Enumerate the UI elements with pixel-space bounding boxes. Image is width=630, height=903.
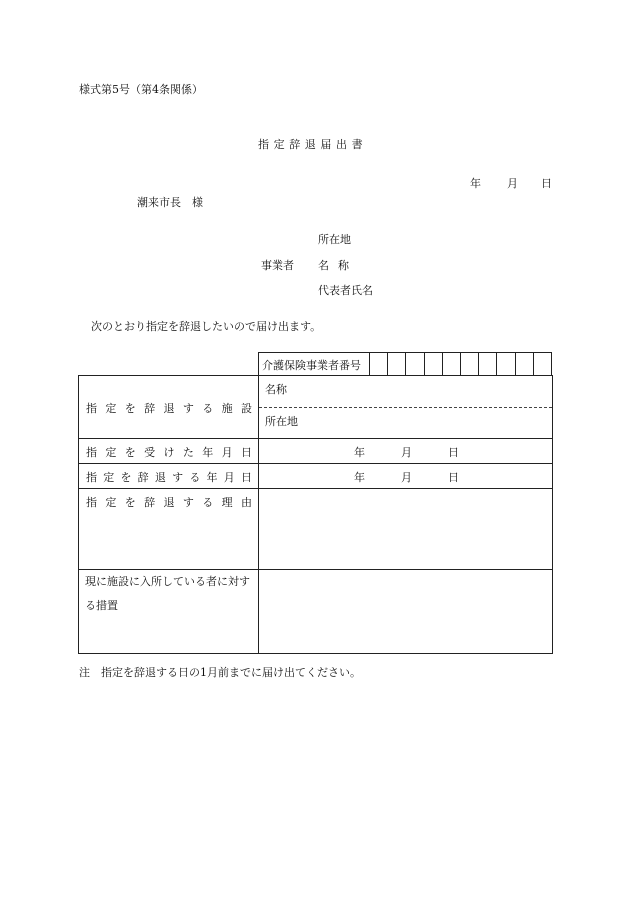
submitter-representative-label: 代表者氏名 xyxy=(318,284,373,297)
facility-address-label: 所在地 xyxy=(265,415,298,428)
submitter-name-label: 名称 xyxy=(318,259,358,272)
label-char: る xyxy=(189,471,201,484)
reason-value-cell[interactable] xyxy=(259,489,552,570)
label-char: 辞 xyxy=(144,402,156,415)
measures-label: 現に施設に入所している者に対する措置 xyxy=(85,575,250,612)
label-char: を xyxy=(124,496,136,509)
date-year-label: 年 xyxy=(354,446,365,459)
label-char: 指 xyxy=(86,446,97,459)
label-char: を xyxy=(124,446,136,459)
label-char: 月 xyxy=(223,471,235,484)
label-char: 受 xyxy=(144,446,156,459)
label-char: 日 xyxy=(241,446,252,459)
label-char: 設 xyxy=(241,402,252,415)
label-char: 年 xyxy=(202,446,214,459)
label-char: す xyxy=(182,496,194,509)
form-number: 様式第5号（第4条関係） xyxy=(79,83,203,96)
label-char: 施 xyxy=(221,402,233,415)
provider-number-digit[interactable] xyxy=(534,353,551,375)
provider-number-digit[interactable] xyxy=(388,353,406,375)
label-char: 指 xyxy=(86,496,97,509)
note: 注 指定を辞退する日の1月前までに届け出てください。 xyxy=(79,666,361,679)
provider-number-digit[interactable] xyxy=(406,353,424,375)
label-char: 日 xyxy=(240,471,252,484)
addressee: 潮来市長 様 xyxy=(137,196,203,209)
label-char: 定 xyxy=(103,471,115,484)
label-char: 退 xyxy=(154,471,166,484)
label-char: 指 xyxy=(86,471,97,484)
label-char: 定 xyxy=(105,402,117,415)
designated-date-label-cell xyxy=(79,439,259,464)
label-char: 退 xyxy=(163,496,175,509)
withdrawal-date-label-cell xyxy=(79,464,259,489)
date-day-label: 日 xyxy=(448,446,459,459)
withdrawal-table xyxy=(78,375,553,654)
label-char: 退 xyxy=(163,402,175,415)
reason-label-cell xyxy=(79,489,259,570)
facility-label-cell xyxy=(79,376,259,438)
label-char: 年 xyxy=(206,471,218,484)
date-year-label: 年 xyxy=(354,471,365,484)
provider-number-box xyxy=(258,352,552,376)
label-char: 月 xyxy=(221,446,233,459)
reason-row xyxy=(79,488,552,570)
measures-label-cell xyxy=(79,570,259,654)
statement: 次のとおり指定を辞退したいので届け出ます。 xyxy=(91,320,322,333)
designated-date-label xyxy=(86,444,252,460)
provider-number-digit[interactable] xyxy=(497,353,515,375)
designated-date-row xyxy=(79,438,552,464)
label-char: た xyxy=(182,446,194,459)
submitter-address-label: 所在地 xyxy=(318,233,351,246)
label-char: す xyxy=(172,471,184,484)
document-title: 指定辞退届出書 xyxy=(258,138,368,151)
date-month-label: 月 xyxy=(401,446,412,459)
measures-row xyxy=(79,569,552,654)
label-char: け xyxy=(163,446,175,459)
date-day-label: 日 xyxy=(541,177,552,190)
provider-number-digit[interactable] xyxy=(516,353,534,375)
designated-date-value-cell[interactable] xyxy=(259,439,552,464)
date-month-label: 月 xyxy=(401,471,412,484)
measures-value-cell[interactable] xyxy=(259,570,552,654)
provider-number-label: 介護保険事業者番号 xyxy=(259,353,370,375)
label-char: 定 xyxy=(105,496,117,509)
date-year-label: 年 xyxy=(470,177,481,190)
label-char: 定 xyxy=(105,446,117,459)
provider-number-digit[interactable] xyxy=(443,353,461,375)
label-char: を xyxy=(120,471,132,484)
facility-name-label: 名称 xyxy=(265,383,287,396)
reason-label xyxy=(86,494,252,510)
withdrawal-date-label xyxy=(86,469,252,485)
label-char: を xyxy=(124,402,136,415)
label-char: 辞 xyxy=(137,471,149,484)
withdrawal-date-value-cell[interactable] xyxy=(259,464,552,489)
label-char: す xyxy=(182,402,194,415)
date-day-label: 日 xyxy=(448,471,459,484)
facility-label xyxy=(86,400,252,416)
provider-number-digit[interactable] xyxy=(461,353,479,375)
date-month-label: 月 xyxy=(507,177,518,190)
provider-number-digit[interactable] xyxy=(425,353,443,375)
label-char: る xyxy=(202,496,214,509)
withdrawal-date-row xyxy=(79,463,552,489)
label-char: 辞 xyxy=(144,496,156,509)
label-char: る xyxy=(202,402,214,415)
dashed-divider xyxy=(259,407,552,408)
provider-number-digit[interactable] xyxy=(479,353,497,375)
label-char: 由 xyxy=(241,496,252,509)
facility-row xyxy=(79,376,552,438)
submitter-operator-label: 事業者 xyxy=(261,259,294,272)
provider-number-digit[interactable] xyxy=(370,353,388,375)
label-char: 指 xyxy=(86,402,97,415)
facility-value-cell[interactable] xyxy=(259,376,552,438)
label-char: 理 xyxy=(221,496,233,509)
